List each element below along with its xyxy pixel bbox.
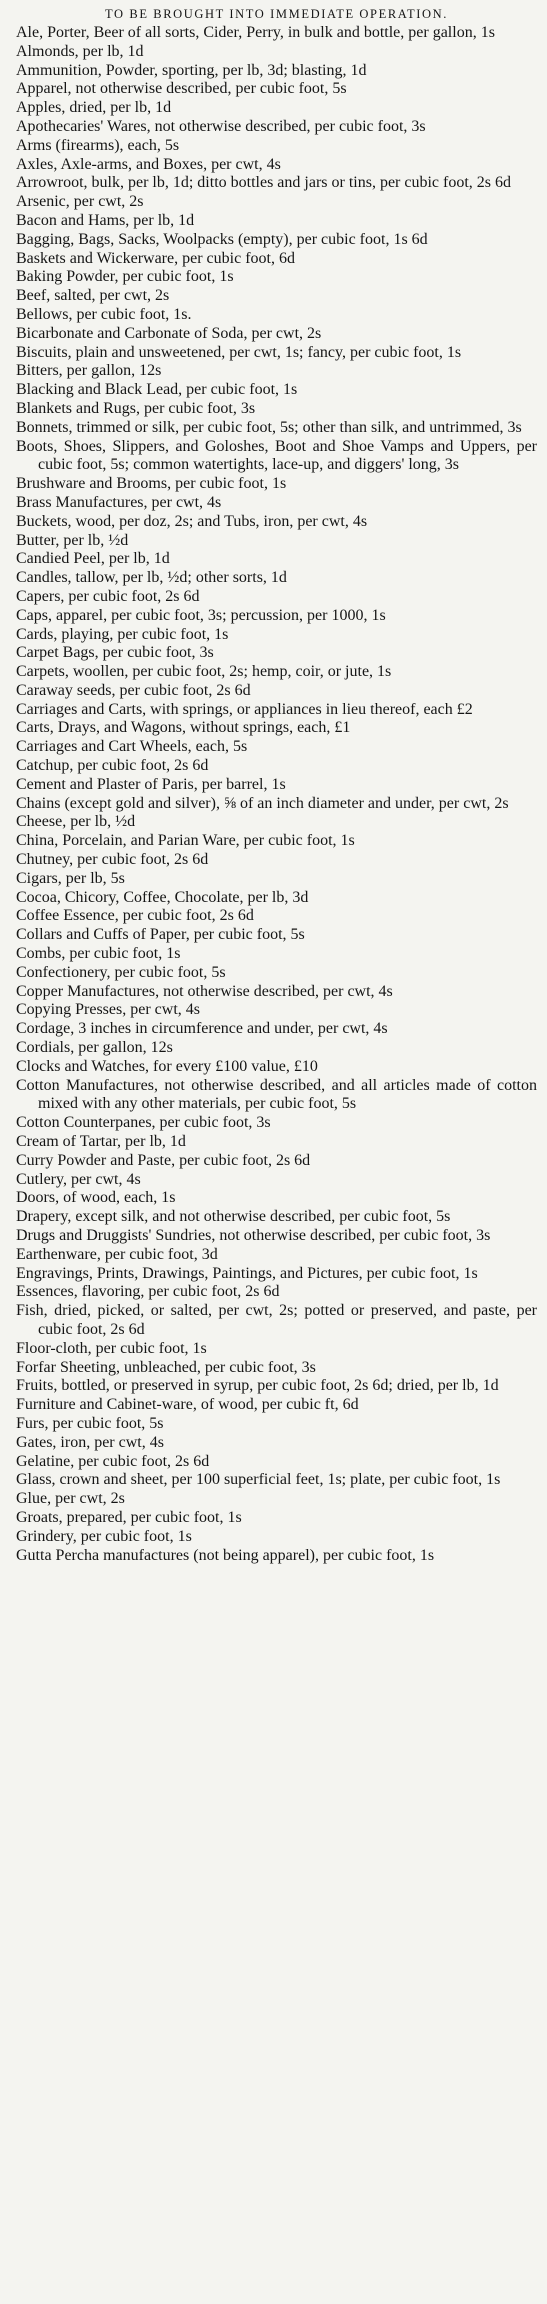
tariff-entry: Bonnets, trimmed or silk, per cubic foot, 5s; other than silk, and untrimmed, 3s (16, 418, 522, 436)
tariff-entry: Cream of Tartar, per lb, 1d (16, 1133, 186, 1151)
tariff-entry: Curry Powder and Paste, per cubic foot, 2s 6d (16, 1151, 311, 1169)
tariff-entry: Bacon and Hams, per lb, 1d (16, 211, 195, 229)
tariff-entry: Chutney, per cubic foot, 2s 6d (16, 851, 209, 869)
tariff-entry: Apothecaries' Wares, not otherwise described, per cubic foot, 3s (16, 117, 426, 135)
tariff-entry: Ammunition, Powder, sporting, per lb, 3d; blasting, 1d (16, 61, 367, 79)
tariff-entry: Engravings, Prints, Drawings, Paintings, and Pictures, per cubic foot, 1s (16, 1264, 478, 1282)
tariff-heading: TO BE BROUGHT INTO IMMEDIATE OPERATION. (105, 7, 448, 21)
tariff-entry: Capers, per cubic foot, 2s 6d (16, 587, 200, 605)
tariff-entry: Carriages and Carts, with springs, or appliances in lieu thereof, each £2 (16, 700, 473, 718)
tariff-entry: Candied Peel, per lb, 1d (16, 550, 170, 568)
tariff-entry: Baking Powder, per cubic foot, 1s (16, 268, 234, 286)
tariff-entry: Drapery, except silk, and not otherwise described, per cubic foot, 5s (16, 1208, 451, 1226)
tariff-entry: Furniture and Cabinet-ware, of wood, per cubic ft, 6d (16, 1396, 359, 1414)
tariff-entry: Caraway seeds, per cubic foot, 2s 6d (16, 681, 251, 699)
tariff-entry: Blankets and Rugs, per cubic foot, 3s (16, 399, 256, 417)
tariff-entry: Apparel, not otherwise described, per cubic foot, 5s (16, 80, 347, 98)
tariff-entry: Cocoa, Chicory, Coffee, Chocolate, per lb, 3d (16, 888, 309, 906)
tariff-entry: Carriages and Cart Wheels, each, 5s (16, 738, 248, 756)
tariff-entry: Cotton Counterpanes, per cubic foot, 3s (16, 1114, 271, 1132)
tariff-entry: Arms (firearms), each, 5s (16, 136, 180, 154)
tariff-entry: Fruits, bottled, or preserved in syrup, per cubic foot, 2s 6d; dried, per lb, 1d (16, 1377, 499, 1395)
tariff-entry: Drugs and Druggists' Sundries, not otherwise described, per cubic foot, 3s (16, 1227, 491, 1244)
tariff-entry: Carpet Bags, per cubic foot, 3s (16, 644, 214, 662)
tariff-entry: Butter, per lb, ½d (16, 531, 129, 549)
tariff-entry: Boots, Shoes, Slippers, and Goloshes, Boot and Shoe Vamps and Uppers, per cubic foot, 5s; common watertights, lace-up, and diggers' long, 3s (16, 437, 537, 474)
tariff-entry: Gates, iron, per cwt, 4s (16, 1433, 164, 1451)
tariff-entry: Caps, apparel, per cubic foot, 3s; percussion, per 1000, 1s (16, 606, 386, 624)
tariff-entry: Groats, prepared, per cubic foot, 1s (16, 1508, 242, 1526)
tariff-entry: Grindery, per cubic foot, 1s (16, 1527, 192, 1545)
tariff-entry: Bicarbonate and Carbonate of Soda, per cwt, 2s (16, 324, 322, 342)
tariff-list (16, 24, 537, 1565)
tariff-entry: Gutta Percha manufactures (not being apparel), per cubic foot, 1s (16, 1546, 435, 1564)
tariff-entry: Ale, Porter, Beer of all sorts, Cider, Perry, in bulk and bottle, per gallon, 1s (16, 24, 495, 41)
tariff-entry: Catchup, per cubic foot, 2s 6d (16, 757, 209, 775)
tariff-entry: China, Porcelain, and Parian Ware, per cubic foot, 1s (16, 832, 355, 850)
tariff-entry: Arrowroot, bulk, per lb, 1d; ditto bottles and jars or tins, per cubic foot, 2s 6d (16, 174, 512, 192)
tariff-entry: Fish, dried, picked, or salted, per cwt, 2s; potted or preserved, and paste, per cubic foot, 2s 6d (16, 1302, 537, 1338)
tariff-entry: Arsenic, per cwt, 2s (16, 193, 144, 211)
tariff-entry: Biscuits, plain and unsweetened, per cwt, 1s; fancy, per cubic foot, 1s (16, 343, 462, 361)
tariff-entry: Collars and Cuffs of Paper, per cubic foot, 5s (16, 926, 305, 944)
tariff-entry: Confectionery, per cubic foot, 5s (16, 963, 226, 981)
tariff-entry: Axles, Axle-arms, and Boxes, per cwt, 4s (16, 155, 281, 173)
tariff-entry: Cards, playing, per cubic foot, 1s (16, 625, 229, 643)
tariff-entry: Clocks and Watches, for every £100 value, £10 (16, 1057, 318, 1075)
tariff-entry: Combs, per cubic foot, 1s (16, 945, 181, 963)
tariff-entry: Coffee Essence, per cubic foot, 2s 6d (16, 907, 254, 925)
tariff-entry: Carts, Drays, and Wagons, without springs, each, £1 (16, 719, 351, 737)
tariff-entry: Bellows, per cubic foot, 1s. (16, 305, 192, 323)
tariff-entry: Glue, per cwt, 2s (16, 1490, 125, 1508)
tariff-entry: Cordage, 3 inches in circumference and under, per cwt, 4s (16, 1020, 388, 1038)
tariff-entry: Glass, crown and sheet, per 100 superficial feet, 1s; plate, per cubic foot, 1s (16, 1471, 501, 1489)
tariff-entry: Cordials, per gallon, 12s (16, 1039, 173, 1057)
tariff-entry: Cutlery, per cwt, 4s (16, 1170, 141, 1188)
tariff-entry: Cheese, per lb, ½d (16, 813, 136, 831)
tariff-entry: Beef, salted, per cwt, 2s (16, 287, 170, 305)
tariff-entry: Forfar Sheeting, unbleached, per cubic foot, 3s (16, 1358, 316, 1376)
tariff-entry: Almonds, per lb, 1d (16, 42, 144, 60)
tariff-entry: Cement and Plaster of Paris, per barrel, 1s (16, 775, 286, 793)
tariff-entry: Furs, per cubic foot, 5s (16, 1414, 164, 1432)
tariff-entry: Gelatine, per cubic foot, 2s 6d (16, 1452, 210, 1470)
tariff-entry: Essences, flavoring, per cubic foot, 2s 6d (16, 1283, 280, 1301)
tariff-entry: Brass Manufactures, per cwt, 4s (16, 493, 222, 511)
tariff-entry: Brushware and Brooms, per cubic foot, 1s (16, 475, 287, 493)
tariff-entry: Bitters, per gallon, 12s (16, 362, 162, 380)
tariff-entry: Copying Presses, per cwt, 4s (16, 1001, 200, 1019)
tariff-entry: Cotton Manufactures, not otherwise described, and all articles made of cotton mixed with any other materials, per cubic foot, 5s (16, 1076, 537, 1113)
tariff-entry: Baskets and Wickerware, per cubic foot, 6d (16, 249, 295, 267)
tariff-entry: Apples, dried, per lb, 1d (16, 99, 172, 117)
tariff-entry: Floor-cloth, per cubic foot, 1s (16, 1339, 207, 1357)
tariff-entry: Carpets, woollen, per cubic foot, 2s; hemp, coir, or jute, 1s (16, 663, 392, 681)
tariff-entry: Blacking and Black Lead, per cubic foot, 1s (16, 381, 298, 399)
tariff-entry: Bagging, Bags, Sacks, Woolpacks (empty), per cubic foot, 1s 6d (16, 230, 428, 248)
tariff-entry: Doors, of wood, each, 1s (16, 1189, 176, 1207)
tariff-entry: Earthenware, per cubic foot, 3d (16, 1245, 218, 1263)
tariff-entry: Chains (except gold and silver), ⅝ of an inch diameter and under, per cwt, 2s (16, 794, 509, 812)
tariff-entry: Copper Manufactures, not otherwise described, per cwt, 4s (16, 982, 393, 1000)
tariff-entry: Cigars, per lb, 5s (16, 869, 125, 887)
tariff-entry: Buckets, wood, per doz, 2s; and Tubs, iron, per cwt, 4s (16, 512, 368, 530)
tariff-entry: Candles, tallow, per lb, ½d; other sorts, 1d (16, 569, 287, 587)
